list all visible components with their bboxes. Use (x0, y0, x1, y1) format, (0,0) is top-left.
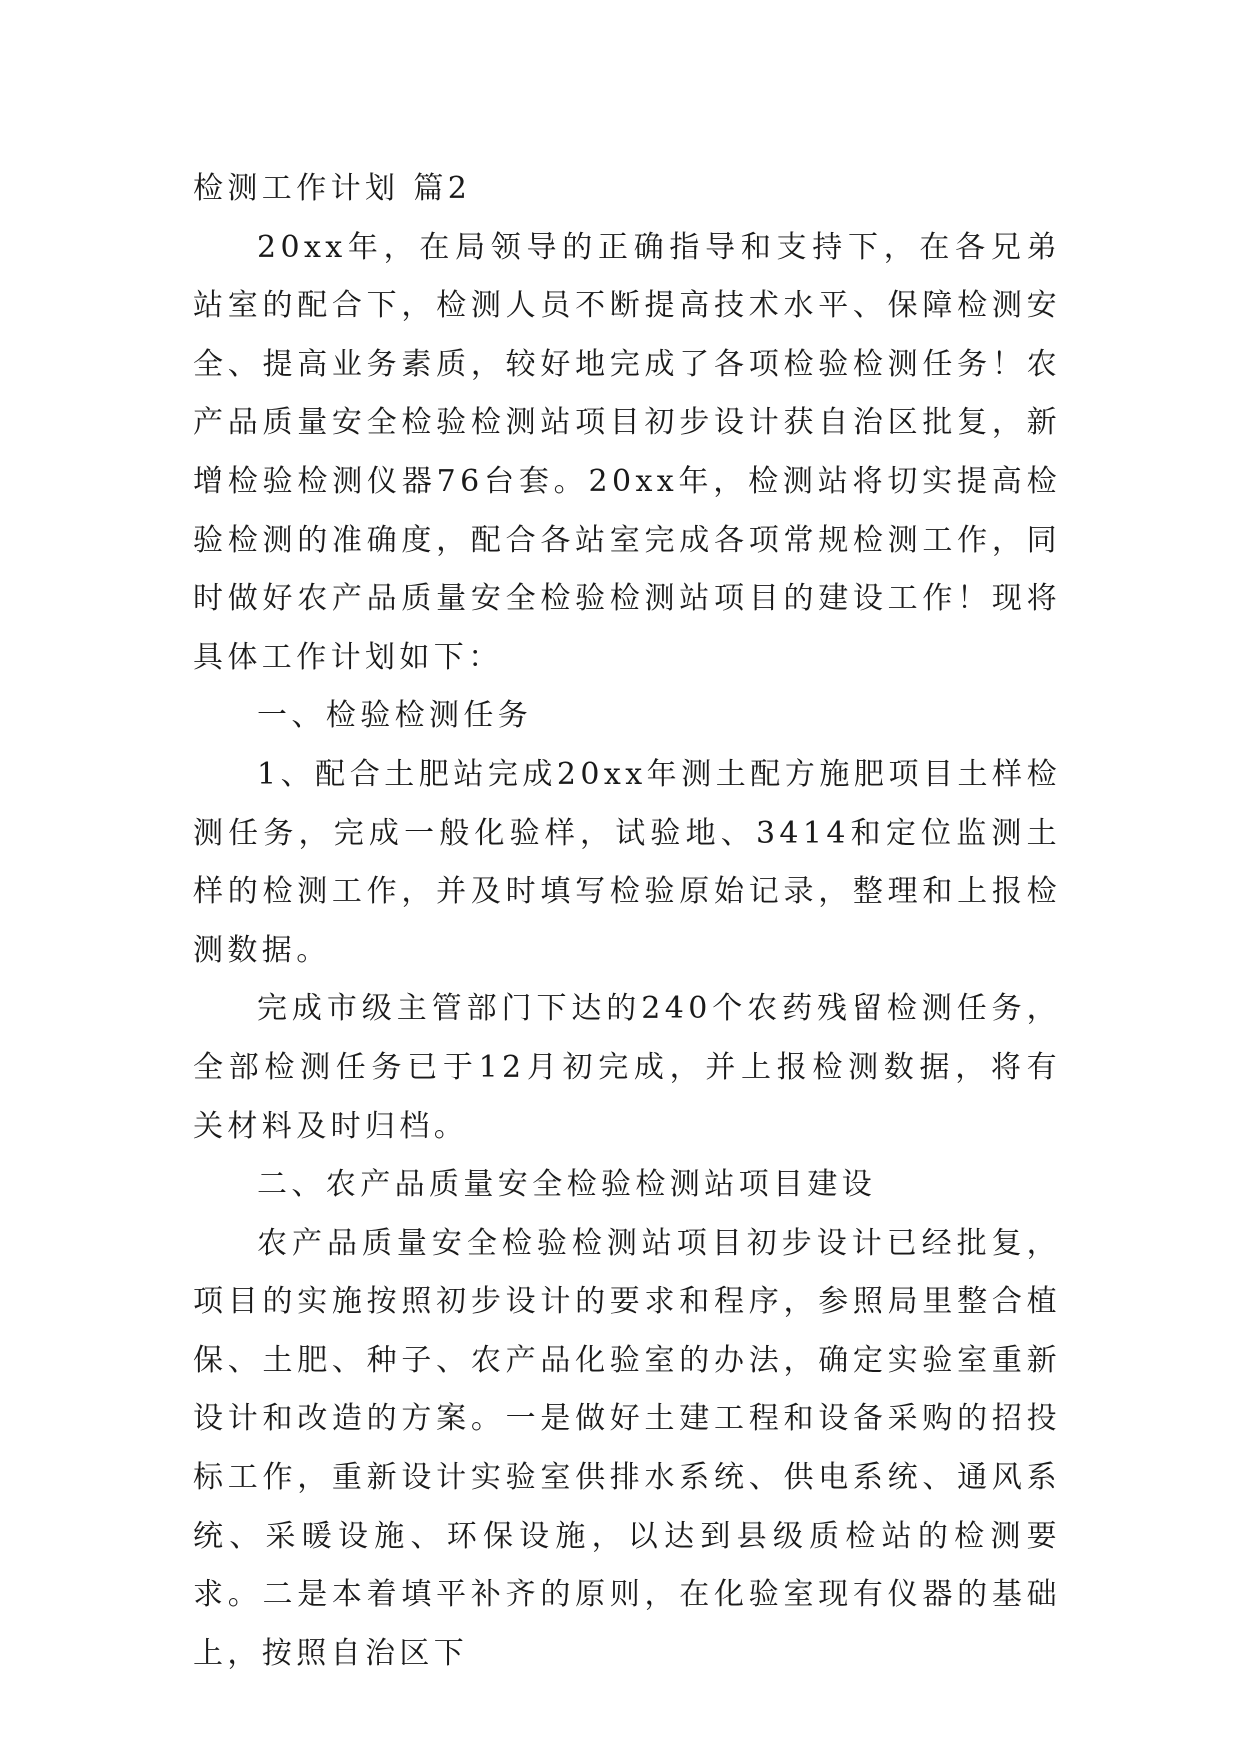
document-body (193, 160, 1061, 1683)
paragraph-soil-testing: 1、配合土肥站完成20xx年测土配方施肥项目土样检测任务，完成一般化验样，试验地、3414和定位监测土样的检测工作，并及时填写检验原始记录，整理和上报检测数据。 (193, 756, 1061, 968)
paragraph-station-construction: 农产品质量安全检验检测站项目初步设计已经批复，项目的实施按照初步设计的要求和程序，参照局里整合植保、土肥、种子、农产品化验室的办法，确定实验室重新设计和改造的方案。一是做好土建工程和设备采购的招投标工作，重新设计实验室供排水系统、供电系统、通风系统、采暖设施、环保设施，以达到县级质检站的检测要求。二是本着填平补齐的原则，在化验室现有仪器的基础上，按照自治区下 (193, 1225, 1061, 1671)
section-heading-station-construction: 二、农产品质量安全检验检测站项目建设 (257, 1167, 877, 1203)
paragraph-pesticide-residue: 完成市级主管部门下达的240个农药残留检测任务，全部检测任务已于12月初完成，并上报检测数据，将有关材料及时归档。 (193, 991, 1061, 1144)
paragraph-intro: 20xx年，在局领导的正确指导和支持下，在各兄弟站室的配合下，检测人员不断提高技术水平、保障检测安全、提高业务素质，较好地完成了各项检验检测任务！农产品质量安全检验检测站项目初步设计获自治区批复，新增检验检测仪器76台套。20xx年，检测站将切实提高检验检测的准确度，配合各站室完成各项常规检测工作，同时做好农产品质量安全检验检测站项目的建设工作！现将具体工作计划如下： (193, 229, 1061, 675)
section-heading-inspection-tasks: 一、检验检测任务 (257, 698, 533, 734)
document-title: 检测工作计划 篇2 (193, 171, 472, 206)
